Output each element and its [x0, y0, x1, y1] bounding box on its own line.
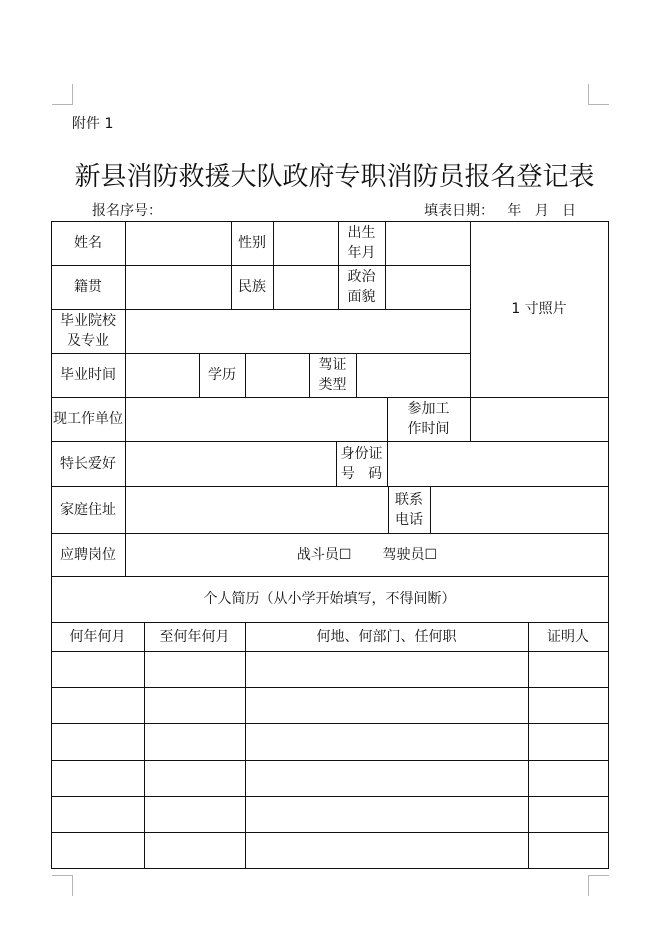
birth-date-field[interactable]: [386, 222, 470, 265]
registration-number-label: 报名序号：: [92, 203, 162, 219]
resume-row[interactable]: [52, 652, 608, 687]
ethnicity-label: 民族: [238, 279, 266, 295]
position-options[interactable]: 战斗员☐ 驾驶员☐: [296, 547, 438, 563]
skills-label: 特长爱好: [60, 455, 116, 472]
license-type-label: [309, 353, 356, 397]
resume-row[interactable]: [52, 797, 608, 832]
resume-row[interactable]: [52, 724, 608, 760]
native-place-label: 籍贯: [74, 279, 102, 295]
school-major-label: [51, 309, 125, 353]
graduation-time-field[interactable]: [126, 354, 199, 397]
resume-col-to: 至何年何月: [159, 628, 230, 645]
ethnicity-field[interactable]: [274, 266, 338, 309]
education-label: 学历: [208, 367, 236, 383]
name-field[interactable]: [126, 222, 231, 265]
phone-field[interactable]: [431, 487, 608, 533]
resume-row[interactable]: [52, 688, 608, 723]
license-type-label-line1: 驾证: [318, 357, 347, 373]
graduation-time-label: 毕业时间: [60, 367, 116, 383]
work-start-time-label: [387, 397, 470, 441]
gender-label: 性别: [238, 235, 266, 251]
work-start-time-field[interactable]: [471, 398, 608, 441]
attachment-label: 附件 1: [72, 116, 114, 132]
work-start-time-label-line1: 参加工: [407, 401, 450, 417]
gender-field[interactable]: [274, 222, 338, 265]
birth-date-label: [338, 221, 385, 265]
school-major-field[interactable]: [126, 310, 470, 353]
skills-field[interactable]: [126, 442, 336, 486]
school-major-label-line2: 及专业: [67, 333, 109, 349]
birth-date-label-line1: 出生: [347, 225, 376, 241]
birth-date-label-line2: 年月: [347, 245, 376, 261]
address-label: 家庭住址: [60, 501, 116, 518]
native-place-field[interactable]: [126, 266, 231, 309]
license-type-field[interactable]: [357, 354, 470, 397]
id-number-field[interactable]: [388, 442, 608, 486]
phone-label: [388, 486, 430, 533]
education-field[interactable]: [246, 354, 309, 397]
position-label: 应聘岗位: [60, 546, 116, 563]
resume-row[interactable]: [52, 761, 608, 796]
political-status-field[interactable]: [386, 266, 470, 309]
political-status-label: [338, 265, 385, 309]
resume-col-from: 何年何月: [69, 628, 126, 645]
resume-col-position: 何地、何部门、任何职: [316, 628, 457, 645]
address-field[interactable]: [126, 487, 388, 533]
phone-label-line1: 联系: [395, 491, 423, 508]
id-number-label-line1: 身份证: [340, 445, 383, 462]
id-number-label: [336, 441, 387, 486]
resume-title: 个人简历（从小学开始填写，不得间断）: [203, 591, 456, 607]
work-unit-field[interactable]: [126, 398, 387, 441]
phone-label-line2: 电话: [395, 511, 423, 528]
political-status-label-line1: 政治: [347, 269, 376, 285]
resume-row[interactable]: [52, 833, 608, 868]
fill-date-label: 填表日期： 年 月 日: [424, 203, 577, 219]
school-major-label-line1: 毕业院校: [60, 313, 116, 329]
work-unit-label: 现工作单位: [53, 411, 123, 427]
work-start-time-label-line2: 作时间: [407, 421, 450, 437]
license-type-label-line2: 类型: [318, 377, 347, 393]
id-number-label-line2: 号 码: [340, 465, 383, 482]
photo-box[interactable]: 1 寸照片: [511, 301, 567, 317]
page-title: 新县消防救援大队政府专职消防员报名登记表: [74, 162, 595, 192]
name-label: 姓名: [74, 235, 102, 251]
political-status-label-line2: 面貌: [347, 289, 376, 305]
resume-col-witness: 证明人: [547, 628, 589, 645]
